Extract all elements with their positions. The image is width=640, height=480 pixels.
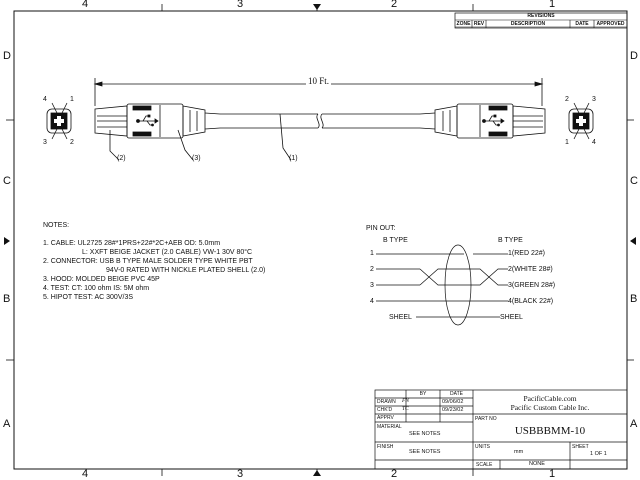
rev-col-rev: REV xyxy=(473,21,485,27)
pinout-right-pin-4: 4(BLACK 22#) xyxy=(508,298,554,305)
rev-col-approved: APPROVED xyxy=(596,21,625,27)
rev-col-zone: ZONE xyxy=(456,21,471,27)
rev-col-description: DESCRIPTION xyxy=(510,21,546,27)
right-face-pin-2: 2 xyxy=(565,96,569,103)
callout-hood: (3) xyxy=(192,155,201,162)
callout-connector: (2) xyxy=(117,155,126,162)
note-line-2: 2. CONNECTOR: USB B TYPE MALE SOLDER TYPE WHITE PBT xyxy=(43,258,253,265)
cable-length-dimension: 10 Ft. xyxy=(308,76,330,86)
zone-right-C: C xyxy=(630,175,638,187)
rev-col-date: DATE xyxy=(575,21,589,27)
zone-right-D: D xyxy=(630,50,638,62)
zone-right-B: B xyxy=(630,293,638,305)
tb-date-label: DATE xyxy=(450,391,463,397)
tb-material-label: MATERIAL xyxy=(377,424,402,430)
pinout-right-type: B TYPE xyxy=(498,237,523,244)
tb-finish-value: SEE NOTES xyxy=(409,449,441,455)
pinout-left-shell: SHEEL xyxy=(389,314,412,321)
left-face-pin-1: 1 xyxy=(70,96,74,103)
tb-scale-label: SCALE xyxy=(476,462,493,468)
tb-material-value: SEE NOTES xyxy=(409,431,441,437)
pinout-right-pin-1: 1(RED 22#) xyxy=(508,250,545,257)
note-line-4: 4. TEST: CT: 100 ohm IS: 5M ohm xyxy=(43,285,150,292)
zone-right-A: A xyxy=(630,418,638,430)
tb-units-label: UNITS xyxy=(475,444,490,450)
pinout-left-pin-3: 3 xyxy=(370,282,374,289)
tb-units-value: mm xyxy=(514,449,524,455)
tb-drawn-date: 09/06/02 xyxy=(442,399,464,405)
zone-top-2: 2 xyxy=(391,0,398,10)
left-face-pin-3: 3 xyxy=(43,139,47,146)
left-face-pin-2: 2 xyxy=(70,139,74,146)
zone-left-D: D xyxy=(3,50,11,62)
zone-bottom-1: 1 xyxy=(549,468,556,480)
note-line-3: 3. HOOD: MOLDED BEIGE PVC 45P xyxy=(43,276,160,283)
tb-scale-value: NONE xyxy=(529,461,545,467)
zone-top-4: 4 xyxy=(82,0,89,10)
left-face-pin-4: 4 xyxy=(43,96,47,103)
right-face-pin-1: 1 xyxy=(565,139,569,146)
pinout-left-pin-2: 2 xyxy=(370,266,374,273)
tb-by-label: BY xyxy=(419,391,427,397)
pinout-left-pin-1: 1 xyxy=(370,250,374,257)
zone-top-3: 3 xyxy=(237,0,244,10)
pinout-right-pin-3: 3(GREEN 28#) xyxy=(508,282,556,289)
right-face-pin-3: 3 xyxy=(592,96,596,103)
notes-heading: NOTES: xyxy=(43,222,70,229)
tb-drawn-label: DRAWN xyxy=(377,399,396,405)
zone-left-B: B xyxy=(3,293,11,305)
note-line-1: 1. CABLE: UL2725 28#*1PRS+22#*2C+AEB OD: 5.0mm xyxy=(43,240,221,247)
tb-part-no: USBBBMM-10 xyxy=(514,425,586,437)
tb-approved-label: APPRV xyxy=(377,415,394,421)
tb-drawn-by: FN xyxy=(402,398,410,404)
tb-checked-by: TC xyxy=(402,406,409,412)
tb-company-line2: Pacific Custom Cable Inc. xyxy=(510,403,590,412)
pinout-left-pin-4: 4 xyxy=(370,298,374,305)
zone-top-1: 1 xyxy=(549,0,556,10)
zone-left-C: C xyxy=(3,175,11,187)
pinout-right-pin-2: 2(WHITE 28#) xyxy=(508,266,553,273)
pinout-right-shell: SHEEL xyxy=(500,314,523,321)
revisions-title: REVISIONS xyxy=(527,13,555,19)
zone-bottom-3: 3 xyxy=(237,468,244,480)
callout-cable: (1) xyxy=(289,155,298,162)
zone-left-A: A xyxy=(3,418,11,430)
tb-sheet-value: 1 OF 1 xyxy=(590,451,607,457)
pinout-heading: PIN OUT: xyxy=(366,225,396,232)
tb-checked-label: CHK'D xyxy=(377,407,393,413)
tb-sheet-label: SHEET xyxy=(572,444,589,450)
pinout-left-type: B TYPE xyxy=(383,237,408,244)
note-line-5: 5. HIPOT TEST: AC 300V/3S xyxy=(43,294,134,301)
note-line-1b: L: XXFT BEIGE JACKET (2.0 CABLE) VW-1 30V 80°C xyxy=(82,249,253,256)
tb-company-line1: PacificCable.com xyxy=(523,394,577,403)
zone-bottom-4: 4 xyxy=(82,468,89,480)
zone-bottom-2: 2 xyxy=(391,468,398,480)
tb-checked-date: 09/23/02 xyxy=(442,407,464,413)
tb-part-no-label: PART NO xyxy=(475,416,497,422)
tb-finish-label: FINISH xyxy=(377,444,394,450)
note-line-2b: 94V-0 RATED WITH NICKLE PLATED SHELL (2.0) xyxy=(106,267,266,274)
right-face-pin-4: 4 xyxy=(592,139,596,146)
